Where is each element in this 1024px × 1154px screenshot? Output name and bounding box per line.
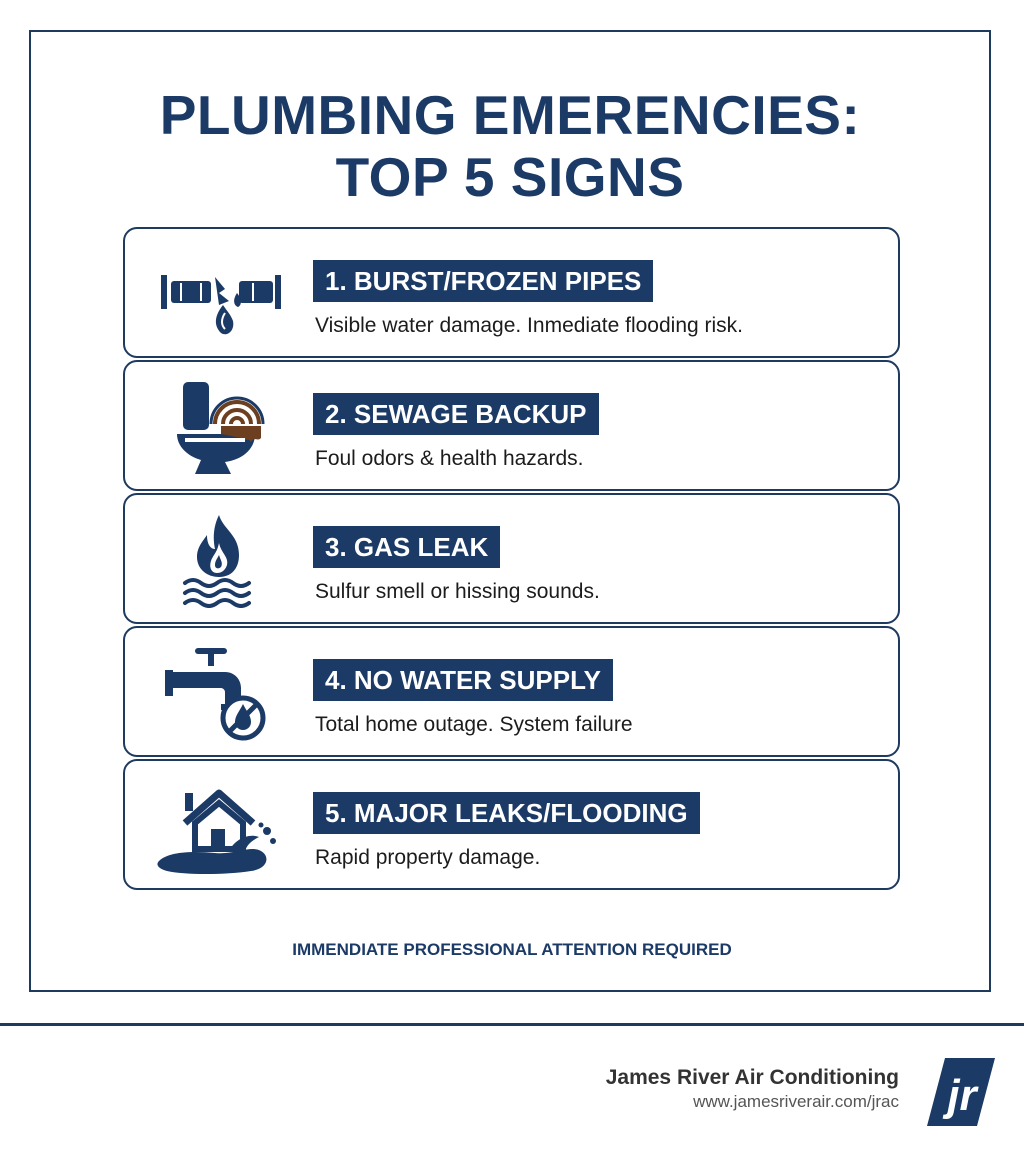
sign-card-major-leaks — [123, 759, 900, 890]
sign-description: Sulfur smell or hissing sounds. — [315, 580, 600, 603]
sign-description: Foul odors & health hazards. — [315, 447, 584, 470]
company-info — [606, 1066, 899, 1112]
faucet-no-water-icon — [155, 646, 285, 741]
signs-list — [123, 227, 900, 892]
attention-note: IMMENDIATE PROFESSIONAL ATTENTION REQUIRED — [292, 940, 732, 959]
company-logo — [925, 1054, 1000, 1129]
burst-pipe-icon — [155, 247, 285, 342]
sign-label: 1. BURST/FROZEN PIPES — [313, 260, 653, 302]
sign-card-sewage-backup — [123, 360, 900, 491]
sign-label: 2. SEWAGE BACKUP — [313, 393, 599, 435]
sign-description: Total home outage. System failure — [315, 713, 633, 736]
sign-label: 4. NO WATER SUPPLY — [313, 659, 613, 701]
sign-description: Rapid property damage. — [315, 846, 541, 869]
sign-description: Visible water damage. Inmediate flooding risk. — [315, 314, 744, 337]
sign-card-gas-leak — [123, 493, 900, 624]
sign-card-burst-pipes — [123, 227, 900, 358]
title-line-2: TOP 5 SIGNS — [335, 146, 685, 208]
poster-title — [31, 84, 989, 208]
house-flood-icon — [155, 779, 285, 874]
company-url[interactable]: www.jamesriverair.com/jrac — [693, 1092, 899, 1111]
footer-divider — [0, 1023, 1024, 1026]
sign-label: 5. MAJOR LEAKS/FLOODING — [313, 792, 700, 834]
gas-flame-icon — [155, 513, 285, 608]
title-line-1: PLUMBING EMERENCIES: — [159, 84, 861, 146]
company-name: James River Air Conditioning — [605, 1066, 899, 1089]
logo-text: jr — [947, 1071, 977, 1120]
toilet-overflow-icon — [155, 380, 285, 475]
sign-card-no-water — [123, 626, 900, 757]
sign-label: 3. GAS LEAK — [313, 526, 500, 568]
